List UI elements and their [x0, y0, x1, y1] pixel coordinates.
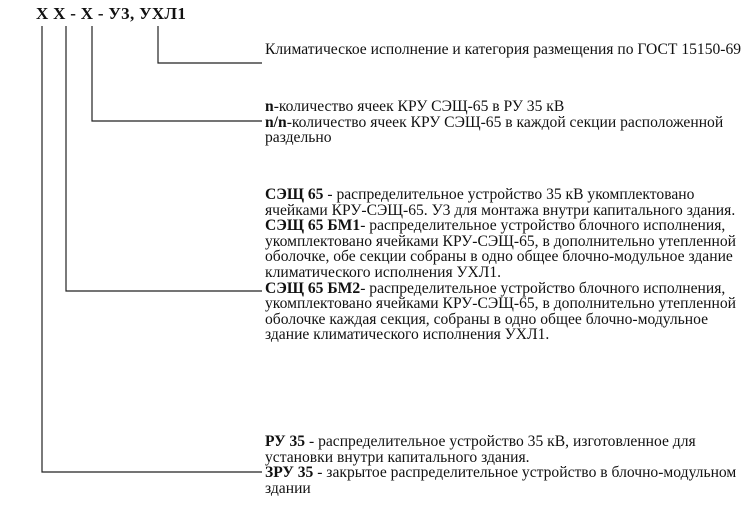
designation-code: Х Х - Х - У3, УХЛ1 — [36, 4, 187, 23]
sesh65-bm1-term: СЭЩ 65 БМ1 — [265, 217, 361, 235]
climate-description — [265, 42, 743, 58]
n-definition — [265, 99, 743, 115]
switchgear-type-description — [265, 434, 743, 496]
connector-climate — [158, 26, 262, 63]
connector-device-type — [66, 26, 262, 291]
climate-text: Климатическое исполнение и категория размещения по ГОСТ 15150-69 — [265, 41, 742, 58]
sesh65-bm2-term: СЭЩ 65 БМ2 — [265, 279, 361, 297]
ru35-definition — [265, 434, 743, 465]
zru35-term: ЗРУ 35 — [265, 464, 314, 482]
zru35-definition — [265, 465, 743, 496]
sesh65-term: СЭЩ 65 — [265, 186, 324, 203]
connector-switchgear-type — [42, 26, 262, 472]
sesh65-bm1-definition — [265, 218, 743, 280]
sesh65-bm2-definition — [265, 281, 743, 343]
nn-definition — [265, 115, 743, 146]
sesh65-definition — [265, 187, 743, 218]
device-type-description — [265, 187, 743, 343]
cell-count-description — [265, 99, 743, 146]
ru35-term: РУ 35 — [265, 433, 306, 450]
n-term: n — [265, 98, 274, 115]
sesh65-bm2-text: - распределительное устройство блочного исполнения, укомплектовано ячейками КРУ-СЭЩ-65, в дополнительно утепленной оболочке каждая секция, собраны в одно общее блочно-модульное здание климатического исполнения УХЛ1. — [265, 279, 736, 344]
sesh65-bm1-text: - распределительное устройство блочного исполнения, укомплектовано ячейками КРУ-СЭЩ-65, в дополнительно утепленной оболочке, обе секции собраны в одно общее блочно-модульное здание климатического исполнения УХЛ1. — [265, 217, 736, 281]
zru35-text: - закрытое распределительное устройство в блочно-модульном здании — [265, 464, 737, 497]
sesh65-text: - распределительное устройство 35 кВ укомплектовано ячейками КРУ-СЭЩ-65. У3 для монтажа внутри капитального здания. — [265, 186, 736, 219]
nn-term: n/n — [265, 113, 287, 131]
connector-cell-count — [92, 26, 262, 121]
n-text: -количество ячеек КРУ СЭЩ-65 в РУ 35 кВ — [273, 98, 565, 115]
ru35-text: - распределительное устройство 35 кВ, изготовленное для установки внутри капитального здания. — [265, 433, 696, 466]
nn-text: -количество ячеек КРУ СЭЩ-65 в каждой секции расположенной раздельно — [265, 113, 724, 147]
